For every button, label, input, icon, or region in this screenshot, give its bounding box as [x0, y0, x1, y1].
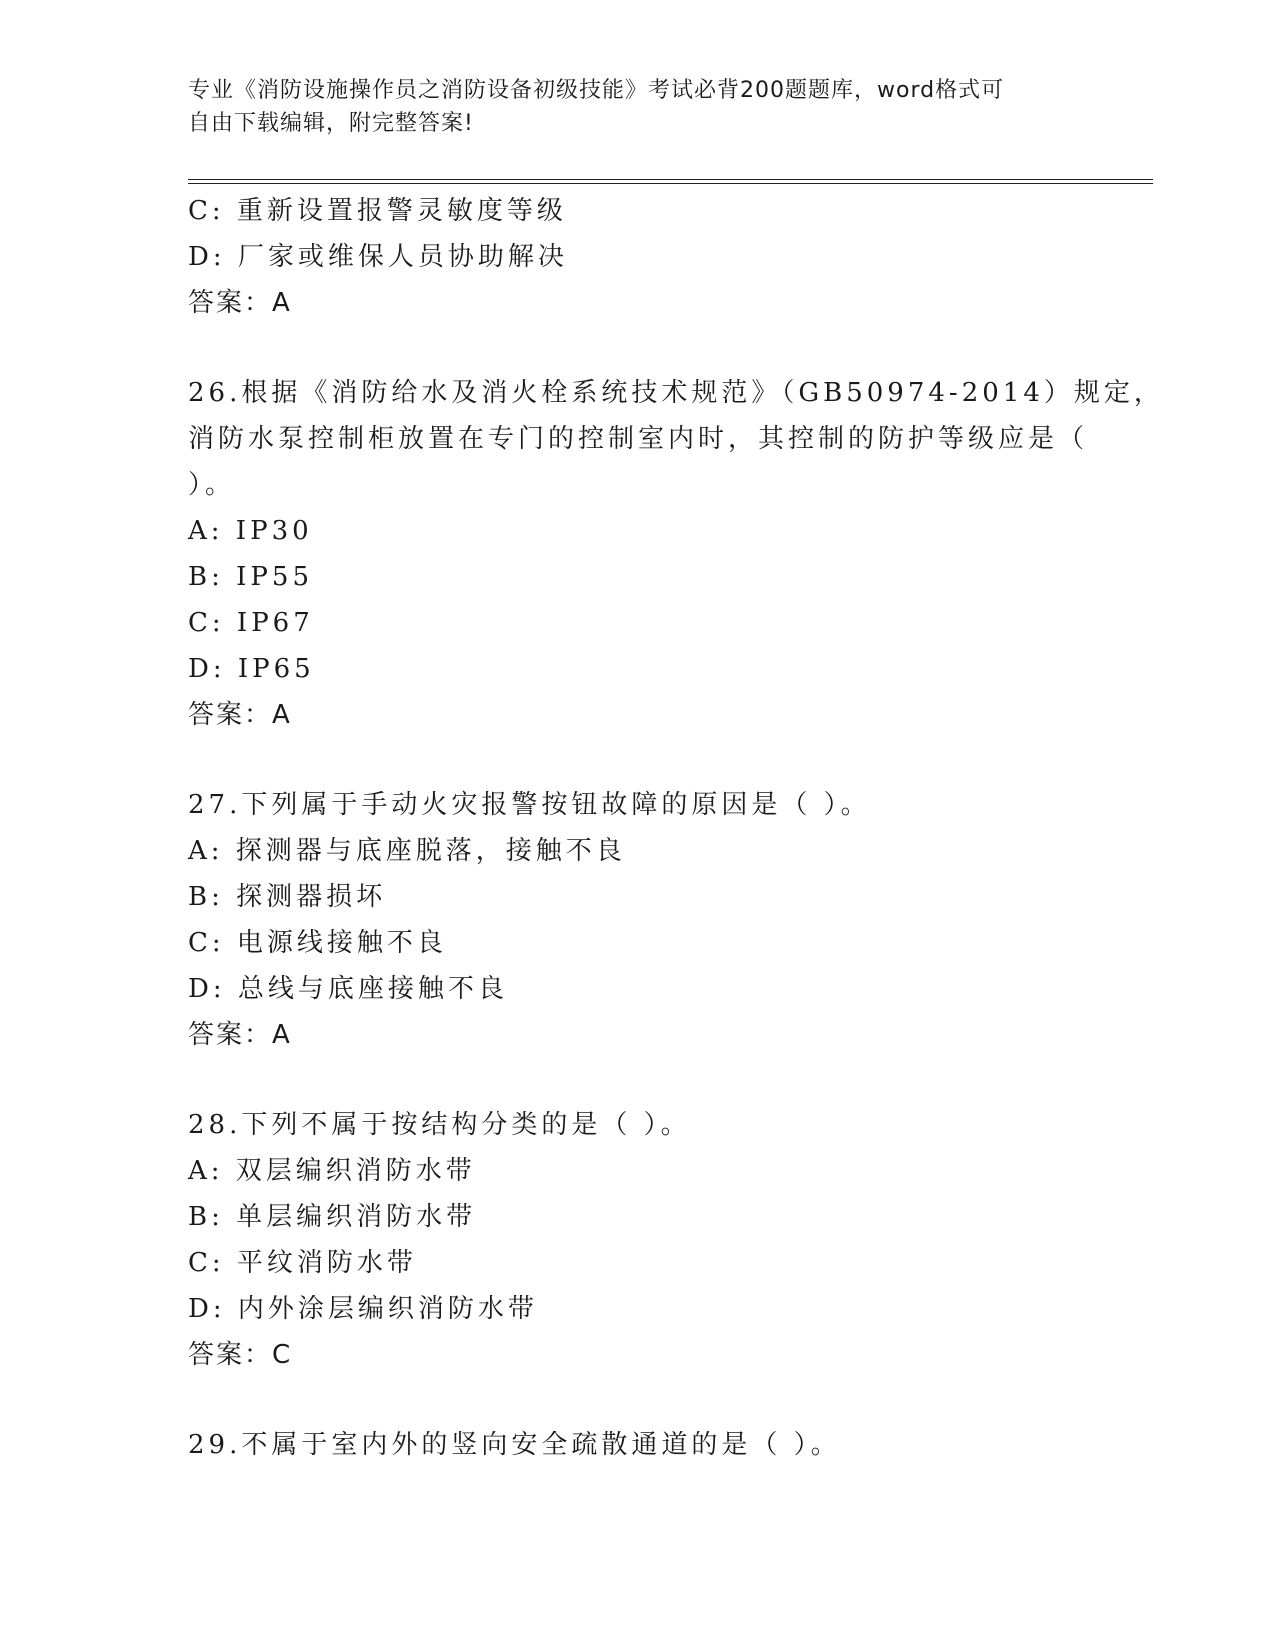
answer: 答案：A	[188, 1020, 292, 1050]
option-d: D: 总线与底座接触不良	[188, 974, 508, 1004]
document-header	[188, 74, 1088, 140]
header-line-1: 专业《消防设施操作员之消防设备初级技能》考试必背200题题库，word格式可	[188, 78, 1005, 103]
option-a: A: 探测器与底座脱落，接触不良	[188, 836, 626, 866]
option-c: C: 电源线接触不良	[188, 928, 447, 958]
question-stem-line: 消防水泵控制柜放置在专门的控制室内时，其控制的防护等级应是（	[188, 424, 1089, 454]
question-29	[188, 1422, 1118, 1468]
answer: 答案：A	[188, 288, 292, 318]
option-a: A: IP30	[188, 516, 313, 546]
option-d: D: 内外涂层编织消防水带	[188, 1294, 538, 1324]
question-list	[188, 188, 1164, 1468]
question-28	[188, 1102, 1118, 1378]
option-b: B: 探测器损坏	[188, 882, 387, 912]
option-c: C: IP67	[188, 608, 314, 638]
option-d: D: 厂家或维保人员协助解决	[188, 242, 568, 272]
option-a: A: 双层编织消防水带	[188, 1156, 476, 1186]
question-26	[188, 370, 1164, 738]
option-b: B: IP55	[188, 562, 313, 592]
answer: 答案：C	[188, 1340, 293, 1370]
header-divider-bottom	[188, 183, 1153, 184]
question-stem: 28.下列不属于按结构分类的是（ ）。	[188, 1110, 691, 1140]
question-stem: 27.下列属于手动火灾报警按钮故障的原因是（ ）。	[188, 790, 871, 820]
question-27	[188, 782, 1118, 1058]
header-line-2: 自由下载编辑，附完整答案!	[188, 111, 474, 136]
question-stem-line: ）。	[188, 470, 236, 500]
header-divider-top	[188, 179, 1153, 180]
question-stem-line: 26.根据《消防给水及消火栓系统技术规范》（GB50974-2014）规定，	[188, 378, 1164, 408]
option-c: C: 平纹消防水带	[188, 1248, 417, 1278]
question-25-tail	[188, 188, 1118, 326]
option-b: B: 单层编织消防水带	[188, 1202, 477, 1232]
question-stem: 29.不属于室内外的竖向安全疏散通道的是（ ）。	[188, 1430, 841, 1460]
option-c: C: 重新设置报警灵敏度等级	[188, 196, 567, 226]
answer: 答案：A	[188, 700, 292, 730]
option-d: D: IP65	[188, 654, 315, 684]
